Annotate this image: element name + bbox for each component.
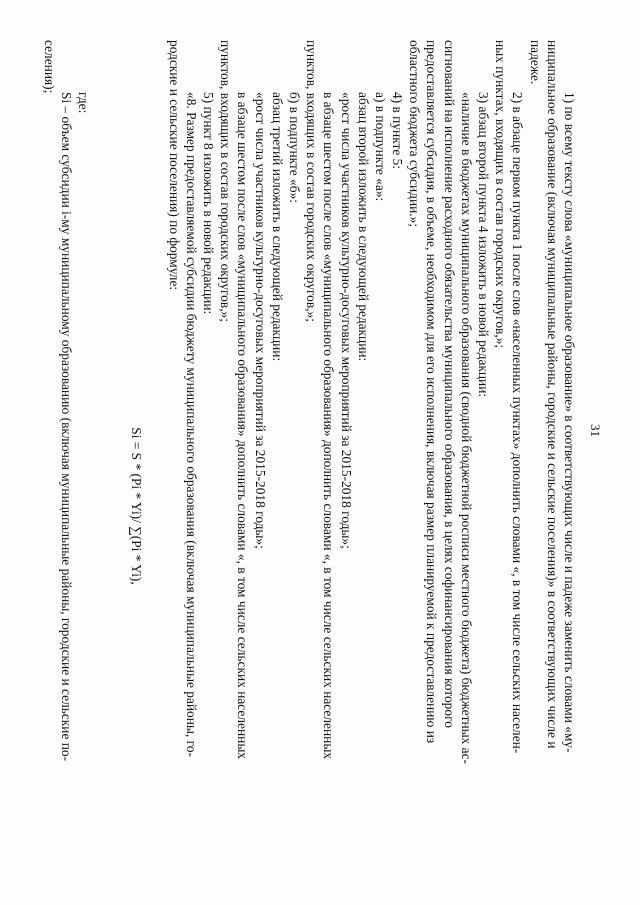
text-line: ных пунктах, входящих в состав городских округов,»; <box>493 40 509 349</box>
text-line: «рост числа участников культурно-досуговых мероприятий за 2015-2018 годы»; <box>252 92 268 549</box>
text-line: 3) абзац второй пункта 4 изложить в новой редакции: <box>476 92 492 398</box>
text-line: 1) по всему тексту слова «муниципальное образование» в соответствующих числе и падеже заменить словами «му- <box>562 92 577 753</box>
text-line: 2) в абзаце первом пункта 1 после слов «населенных пунктах» дополнить словами «, в том числе сельских населен- <box>510 92 526 754</box>
text-line: пунктов, входящих в состав городских округов,»; <box>218 40 234 322</box>
text-body <box>41 40 578 852</box>
text-line: в абзаце шестом после слов «муниципального образования» дополнить словами «, в том числе сельских населенных <box>235 92 251 760</box>
text-line: б) в подпункте «б»: <box>287 92 302 204</box>
text-line: родские и сельские поселения) по формуле: <box>166 40 182 291</box>
text-line: «наличие в бюджетах муниципального образования (сводной бюджетной росписи местного бюджета) бюджетных ас- <box>458 92 474 764</box>
text-line: ниципальное образование (включая муниципальные районы, городские и сельские поселения)» в соответствующих числе и <box>544 40 560 749</box>
text-line: «8. Размер предоставляемой субсидии бюджету муниципального образования (включая муниципальные районы, го- <box>183 92 199 757</box>
formula: Si = S * (Pi * Yi)/ ∑(Pi * Yi), <box>129 427 145 585</box>
text-line: 5) пункт 8 изложить в новой редакции: <box>201 92 217 315</box>
text-line: абзац третий изложить в следующей редакции: <box>269 92 285 362</box>
text-line: 4) в пункте 5: <box>390 92 406 170</box>
text-line: абзац второй изложить в следующей редакции: <box>355 92 371 362</box>
text-line: пунктов, входящих в состав городских округов,»; <box>304 40 320 322</box>
rotated-content <box>41 40 608 852</box>
page-number: 31 <box>588 424 603 437</box>
text-line: «рост числа участников культурно-досуговых мероприятий за 2015-2018 годы»; <box>338 92 354 549</box>
text-line: сигнований на исполнение расходного обязательства муниципального образования, в целях софинансирования которого <box>441 40 457 728</box>
text-line: предоставляется субсидия, в объеме, необходимом для его исполнения, включая размер планируемой к предоставлению из <box>424 40 440 744</box>
text-line: в абзаце шестом после слов «муниципального образования» дополнить словами «, в том числе сельских населенных <box>321 92 337 760</box>
definition-line: Si – объем субсидии i-му муниципальному образованию (включая муниципальные районы, городские и сельские по- <box>59 92 75 762</box>
text-line: областного бюджета субсидии.»; <box>407 40 423 228</box>
text-line: падеже. <box>527 40 543 85</box>
where-label: где: <box>76 92 92 114</box>
definition-line: селения); <box>41 40 57 94</box>
text-line: а) в подпункте «а»: <box>372 92 388 202</box>
